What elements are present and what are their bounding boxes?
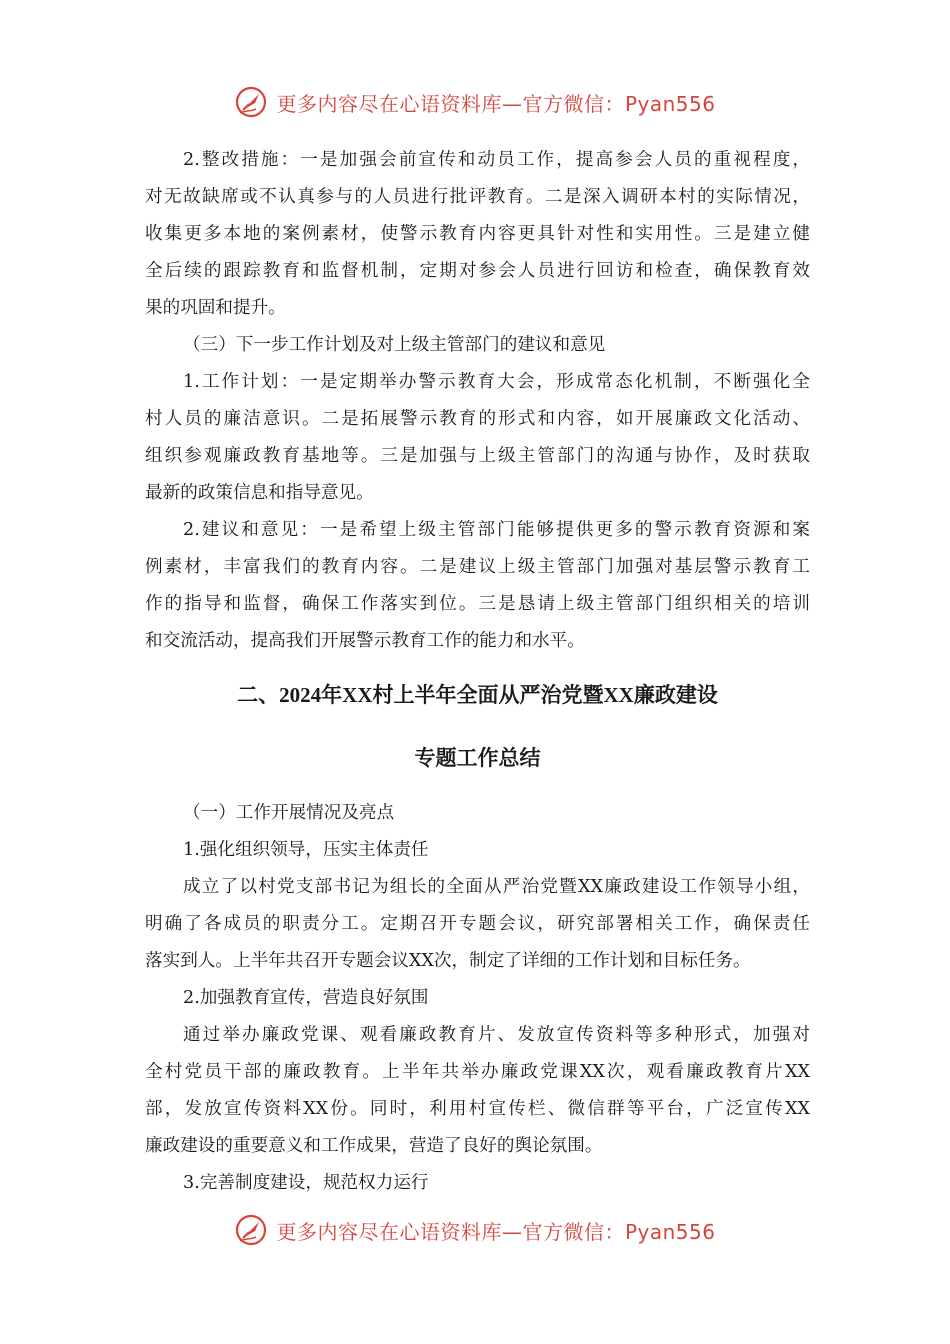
text-line: 组织参观廉政教育基地等。三是加强与上级主管部门的沟通与协作，及时获取 [145, 446, 810, 466]
text-line: 对无故缺席或不认真参与的人员进行批评教育。二是深入调研本村的实际情况， [145, 187, 810, 207]
quill-logo-icon [234, 85, 268, 119]
subheading-next-steps: （三）下一步工作计划及对上级主管部门的建议和意见 [183, 335, 606, 355]
measures-paragraph [145, 142, 810, 327]
text-line: 部，发放宣传资料XX份。同时，利用村宣传栏、微信群等平台，广泛宣传XX [145, 1099, 810, 1119]
text-line: 和交流活动，提高我们开展警示教育工作的能力和水平。 [145, 631, 585, 651]
text-line: 村人员的廉洁意识。二是拓展警示教育的形式和内容，如开展廉政文化活动、 [145, 409, 810, 429]
text-line: 明确了各成员的职责分工。定期召开专题会议，研究部署相关工作，确保责任 [145, 914, 810, 934]
text-line: 2.建议和意见：一是希望上级主管部门能够提供更多的警示教育资源和案 [183, 520, 810, 540]
quill-logo-icon [234, 1213, 268, 1247]
item-title: 3.完善制度建设，规范权力运行 [183, 1173, 429, 1193]
text-line: 落实到人。上半年共召开专题会议XX次，制定了详细的工作计划和目标任务。 [145, 951, 751, 971]
text-line: 收集更多本地的案例素材，使警示教育内容更具针对性和实用性。三是建立健 [145, 224, 810, 244]
text-line: 最新的政策信息和指导意见。 [145, 483, 374, 503]
text-line: 例素材，丰富我们的教育内容。二是建议上级主管部门加强对基层警示教育工 [145, 557, 810, 577]
text-line: 全后续的跟踪教育和监督机制，定期对参会人员进行回访和检查，确保教育效 [145, 261, 810, 281]
item1-paragraph [145, 869, 810, 980]
text-line: 果的巩固和提升。 [145, 298, 286, 318]
section-title-line2: 专题工作总结 [414, 746, 541, 770]
subheading-work-progress: （一）工作开展情况及亮点 [183, 803, 395, 823]
item-title: 1.强化组织领导，压实主体责任 [183, 840, 429, 860]
plan-paragraph [145, 364, 810, 512]
section-title-line1: 二、2024年XX村上半年全面从严治党暨XX廉政建设 [237, 683, 718, 707]
text-line: 廉政建设的重要意义和工作成果，营造了良好的舆论氛围。 [145, 1136, 603, 1156]
text-line: 作的指导和监督，确保工作落实到位。三是恳请上级主管部门组织相关的培训 [145, 594, 810, 614]
text-line: 2.整改措施：一是加强会前宣传和动员工作，提高参会人员的重视程度， [183, 150, 810, 170]
header-watermark [0, 82, 950, 122]
text-line: 1.工作计划：一是定期举办警示教育大会，形成常态化机制，不断强化全 [183, 372, 810, 392]
item-title: 2.加强教育宣传，营造良好氛围 [183, 988, 429, 1008]
text-line: 成立了以村党支部书记为组长的全面从严治党暨XX廉政建设工作领导小组， [183, 877, 810, 897]
watermark-text: 更多内容尽在心语资料库—官方微信：Pyan556 [276, 91, 716, 116]
watermark-text: 更多内容尽在心语资料库—官方微信：Pyan556 [276, 1219, 716, 1244]
footer-watermark [0, 1210, 950, 1250]
advice-paragraph [145, 512, 810, 660]
text-line: 通过举办廉政党课、观看廉政教育片、发放宣传资料等多种形式，加强对 [183, 1025, 810, 1045]
document-body [145, 142, 810, 1202]
text-line: 全村党员干部的廉政教育。上半年共举办廉政党课XX次，观看廉政教育片XX [145, 1062, 810, 1082]
item2-paragraph [145, 1017, 810, 1165]
